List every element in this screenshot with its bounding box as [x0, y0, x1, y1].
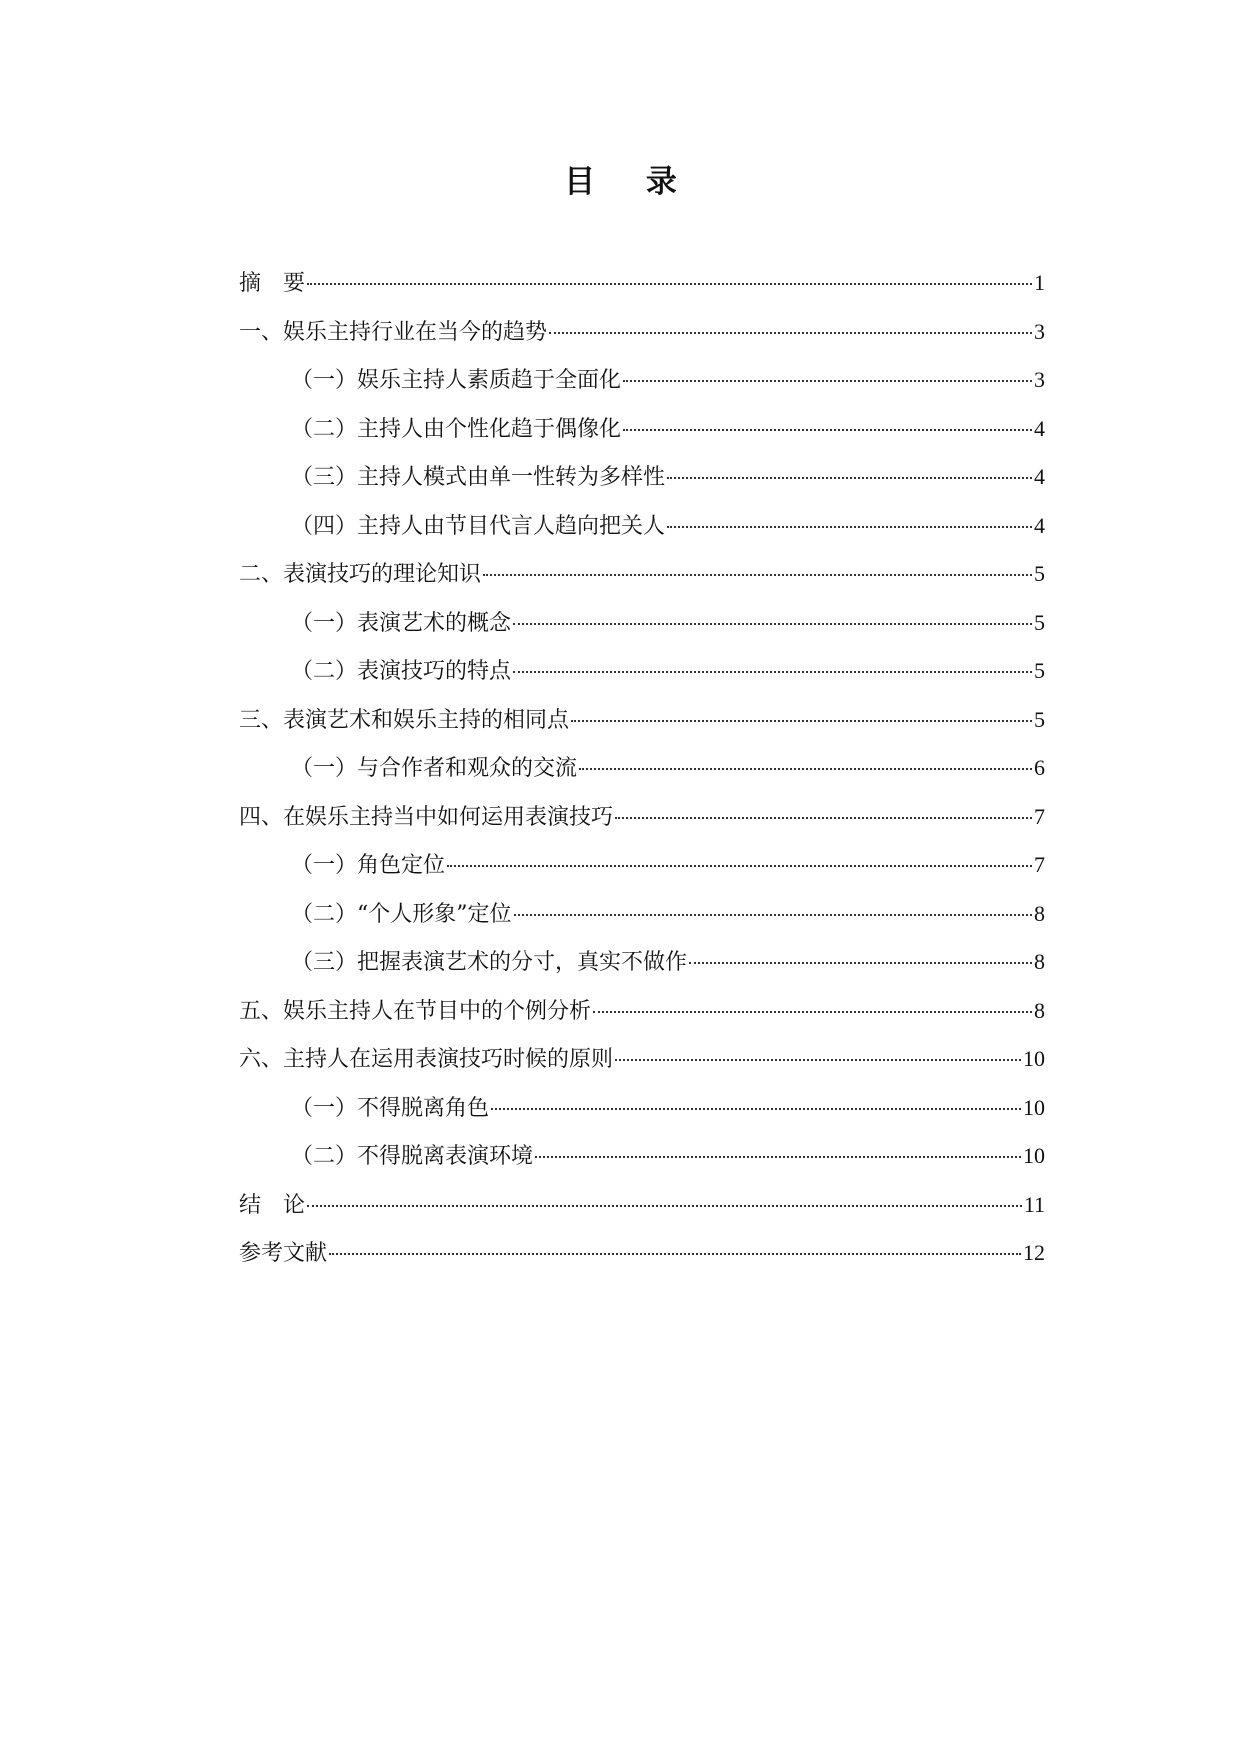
toc-leader-dots [491, 1108, 1021, 1110]
toc-leader-dots [549, 332, 1032, 334]
toc-leader-dots [667, 477, 1032, 479]
toc-leader-dots [483, 574, 1032, 576]
toc-entry[interactable] [239, 899, 1045, 948]
toc-entry-page-number: 4 [1034, 464, 1045, 489]
toc-entry-page-number: 7 [1034, 852, 1045, 877]
toc-entry-label: 参考文献 [239, 1241, 328, 1266]
toc-entry-label: （三）主持人模式由单一性转为多样性 [291, 465, 666, 490]
toc-entry-label: 四、在娱乐主持当中如何运用表演技巧 [239, 804, 614, 830]
toc-entry[interactable] [239, 996, 1045, 1045]
toc-leader-dots [579, 768, 1032, 770]
toc-entry-label: 三、表演艺术和娱乐主持的相同点 [239, 707, 570, 733]
toc-leader-dots [329, 1253, 1021, 1255]
toc-entry[interactable] [239, 802, 1045, 851]
toc-entry-page-number: 4 [1034, 415, 1045, 441]
toc-leader-dots [447, 865, 1032, 867]
toc-entry[interactable] [239, 850, 1045, 899]
toc-entry-label: （一）与合作者和观众的交流 [291, 756, 578, 781]
toc-entry-label: （二）表演技巧的特点 [291, 659, 512, 684]
toc-entry-page-number: 8 [1034, 900, 1045, 926]
toc-leader-dots [593, 1011, 1032, 1013]
toc-entry-page-number: 5 [1034, 706, 1045, 732]
toc-entry-page-number: 6 [1034, 755, 1045, 780]
toc-entry-page-number: 3 [1034, 318, 1045, 344]
toc-entry-label: （一）娱乐主持人素质趋于全面化 [291, 368, 622, 393]
toc-leader-dots [623, 380, 1032, 382]
toc-entry-page-number: 5 [1034, 609, 1045, 635]
toc-entry-page-number: 3 [1034, 367, 1045, 392]
toc-leader-dots [571, 720, 1032, 722]
toc-entry-page-number: 11 [1023, 1191, 1045, 1217]
toc-leader-dots [513, 623, 1032, 625]
toc-entry[interactable] [239, 511, 1045, 560]
toc-leader-dots [307, 283, 1032, 285]
toc-entry-label: 摘 要 [239, 271, 306, 296]
toc-leader-dots [689, 962, 1032, 964]
toc-entry-page-number: 7 [1034, 803, 1045, 829]
toc-entry[interactable] [239, 1190, 1045, 1239]
toc-leader-dots [513, 671, 1032, 673]
toc-entry-page-number: 8 [1034, 997, 1045, 1023]
toc-entry-label: （二）“个人形象”定位 [291, 901, 512, 927]
toc-entry-label: 六、主持人在运用表演技巧时候的原则 [239, 1047, 614, 1072]
toc-entry[interactable] [239, 317, 1045, 366]
toc-entry-page-number: 5 [1034, 658, 1045, 683]
toc-entry-page-number: 1 [1034, 270, 1045, 295]
toc-entry-label: （四）主持人由节目代言人趋向把关人 [291, 513, 666, 539]
toc-entry-page-number: 10 [1023, 1094, 1045, 1120]
toc-entry[interactable] [239, 365, 1045, 414]
toc-entry[interactable] [239, 268, 1045, 317]
toc-entry[interactable] [239, 462, 1045, 511]
toc-leader-dots [615, 1059, 1021, 1061]
toc-entry-label: 结 论 [239, 1192, 306, 1218]
toc-entry-label: 五、娱乐主持人在节目中的个例分析 [239, 998, 592, 1024]
toc-entry-label: （一）不得脱离角色 [291, 1095, 490, 1121]
toc-entry-label: （一）角色定位 [291, 853, 446, 878]
toc-entry-label: 一、娱乐主持行业在当今的趋势 [239, 319, 548, 345]
toc-entry[interactable] [239, 753, 1045, 802]
toc-entry[interactable] [239, 1141, 1045, 1190]
toc-leader-dots [615, 817, 1032, 819]
toc-entry-page-number: 4 [1034, 512, 1045, 538]
toc-entry-page-number: 10 [1023, 1046, 1045, 1071]
toc-leader-dots [535, 1156, 1021, 1158]
table-of-contents [239, 268, 1045, 1287]
toc-entry-label: （三）把握表演艺术的分寸，真实不做作 [291, 950, 688, 975]
toc-entry[interactable] [239, 705, 1045, 754]
toc-leader-dots [623, 429, 1032, 431]
toc-entry[interactable] [239, 559, 1045, 608]
toc-entry[interactable] [239, 1093, 1045, 1142]
toc-entry-page-number: 8 [1034, 949, 1045, 974]
toc-leader-dots [514, 914, 1033, 916]
toc-entry-label: （一）表演艺术的概念 [291, 610, 512, 636]
toc-entry-page-number: 12 [1023, 1240, 1045, 1265]
toc-entry-label: （二）不得脱离表演环境 [291, 1144, 534, 1169]
toc-entry-label: （二）主持人由个性化趋于偶像化 [291, 416, 622, 442]
toc-entry[interactable] [239, 414, 1045, 463]
toc-entry[interactable] [239, 1238, 1045, 1287]
toc-leader-dots [667, 526, 1032, 528]
toc-entry[interactable] [239, 656, 1045, 705]
page-title: 目 录 [564, 164, 697, 200]
toc-entry[interactable] [239, 1044, 1045, 1093]
toc-entry-page-number: 5 [1034, 561, 1045, 586]
toc-entry-page-number: 10 [1023, 1143, 1045, 1168]
toc-entry[interactable] [239, 947, 1045, 996]
toc-entry-label: 二、表演技巧的理论知识 [239, 562, 482, 587]
toc-leader-dots [307, 1205, 1022, 1207]
toc-entry[interactable] [239, 608, 1045, 657]
